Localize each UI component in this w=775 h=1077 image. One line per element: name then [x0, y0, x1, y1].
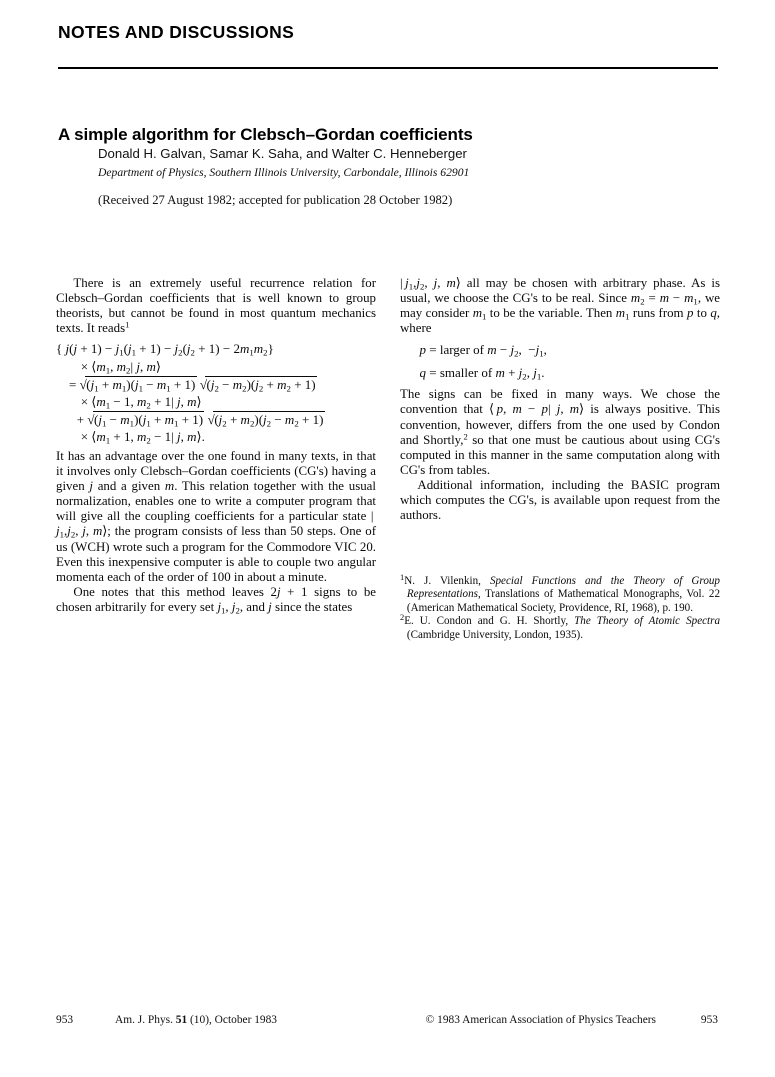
paragraph-advantage-a: It has an advantage over the one found in many texts, in that it involves only Clebsch–Gordan coefficients (CG's) having a given: [56, 448, 376, 494]
paragraph-additional-info: Additional information, including the BASIC program which computes the CG's, is available upon request from the authors.: [400, 477, 720, 523]
state-ket-right: | $j_1,j_2$, j, m⟩: [400, 276, 461, 292]
paragraph-phase: [400, 276, 720, 336]
reference-rest-2: (Cambridge University, London, 1935).: [406, 628, 584, 641]
paragraph-phase-d: runs from: [629, 306, 687, 321]
paragraph-intro-text: There is an extremely useful recurrence relation for Clebsch–Gordan coefficients that is well known to group theorists, but cannot be found in most quantum mechanics texts. It reads: [56, 276, 376, 336]
journal-citation-post: (10), October 1983: [187, 1014, 277, 1026]
paragraph-convention-b: so that one must be cautious about using CG's computed in this manner in the same computation along with CG's from tables.: [400, 432, 720, 477]
paragraph-signs-b: and: [243, 599, 269, 614]
journal-citation-pre: Am. J. Phys.: [115, 1014, 176, 1026]
affiliation-line: Department of Physics, Southern Illinois University, Carbondale, Illinois 62901: [98, 166, 470, 179]
copyright-notice: © 1983 American Association of Physics Teachers: [425, 1014, 656, 1026]
author-list: Donald H. Galvan, Samar K. Saha, and Walter C. Henneberger: [98, 146, 467, 161]
equation-line-6: × $⟨m_1 + 1$, $m_2 - 1|$ j, m⟩.: [80, 429, 205, 446]
equation-line-1: { $j(j + 1) - j_1(j_1 + 1) - j_2(j_2 + 1) - 2m_1m_2$}: [56, 341, 274, 358]
reference-list: [400, 571, 720, 642]
equation-p-definition: p = larger of $m - j_2$, $-j_1$,: [419, 342, 547, 359]
paragraph-signs-a: One notes that this method leaves 2j + 1 signs to be chosen arbitrarily for every set: [56, 584, 377, 614]
symbol-m1-b: $m_1$: [615, 306, 630, 322]
reference-number-1: 1: [400, 571, 405, 582]
paragraph-advantage-c: . This relation together with the usual normalization, enables one to write a computer program that will give all the coupling coefficients for a particular state: [56, 479, 376, 524]
page-title: A simple algorithm for Clebsch–Gordan coefficients: [58, 125, 473, 145]
paragraph-phase-c: to be the variable. Then: [486, 306, 616, 321]
reference-rest-1: , Translations of Mathematical Monographs, Vol. 22 (American Mathematical Society, Providence, RI, 1968), p. 190.: [406, 588, 720, 614]
paragraph-advantage-d: ; the program consists of less than 50 steps. One of us (WCH) wrote such a program for the Commodore VIC 20. Even this inexpensive computer is able to couple two angular momenta each of the order of 100 in about a minute.: [56, 524, 376, 584]
symbol-m2-relation: $m_2 = m - m_1$,: [630, 291, 702, 307]
journal-citation: [115, 1014, 277, 1026]
paragraph-advantage: [56, 449, 376, 585]
reference-author-2: E. U. Condon and G. H. Shortly,: [404, 615, 575, 628]
symbol-p: p: [687, 306, 694, 321]
paragraph-phase-a: all may be chosen with arbitrary phase. As is usual, we choose the CG's to be real. Since: [400, 276, 720, 306]
recurrence-equation: [56, 340, 376, 446]
symbol-m1-a: $m_1$: [472, 306, 487, 322]
symbol-j: j: [89, 479, 93, 494]
equation-line-2: × $⟨m_1$, $m_2|$ j, m⟩: [80, 358, 161, 376]
symbol-m: m: [164, 479, 175, 494]
paragraph-phase-b: we may consider: [400, 291, 720, 321]
page-number-left: 953: [56, 1014, 74, 1026]
state-ket-left: | $j_1,j_2$, j, m⟩: [56, 509, 376, 540]
symbol-q: q: [710, 306, 717, 321]
body-column-left: [56, 276, 376, 615]
received-accepted-line: (Received 27 August 1982; accepted for publication 28 October 1982): [98, 193, 453, 207]
equation-line-4: × $⟨m_1 - 1$, $m_2 + 1|$ j, m⟩: [80, 394, 202, 411]
equation-line-3: = $√(j_1 + m_1)(j_1 - m_1 + 1) √(j_2 - m_2)(j_2 + m_2 + 1)$: [69, 376, 316, 394]
header-divider-rule: [58, 67, 718, 69]
reference-item-2: [400, 612, 720, 642]
journal-volume: 51: [175, 1014, 188, 1026]
paragraph-convention: [400, 387, 720, 478]
paragraph-phase-e: to: [693, 306, 711, 321]
reference-title-2: The Theory of Atomic Spectra: [574, 615, 720, 628]
symbol-j-second: j: [268, 599, 272, 614]
page-number-right: 953: [700, 1014, 718, 1026]
paragraph-intro: [56, 276, 376, 336]
equation-q-definition: q = smaller of $m + j_2$, $j_1$.: [419, 365, 545, 382]
reference-marker-1: 1: [125, 319, 130, 330]
reference-item-1: [400, 571, 720, 615]
paragraph-convention-a: The signs can be fixed in many ways. We chose the convention that ⟨ p, m − p| j, m⟩ is always positive. This convention, however, differs from the one used by Condon and Shortly,: [400, 387, 720, 447]
body-column-right: [400, 276, 720, 523]
reference-author-1: N. J. Vilenkin,: [404, 575, 490, 587]
paragraph-phase-f: , where: [400, 306, 720, 336]
reference-number-2: 2: [400, 612, 405, 623]
equation-line-5: + $√(j_1 - m_1)(j_1 + m_1 + 1) √(j_2 + m_2)(j_2 - m_2 + 1)$: [76, 411, 324, 429]
paragraph-advantage-b: and a given: [92, 479, 165, 494]
symbol-j1-j2: j: [217, 599, 222, 614]
reference-title-1: Special Functions and the Theory of Group Representations: [406, 575, 720, 601]
paragraph-signs-c: since the states: [271, 599, 353, 614]
reference-marker-2: 2: [463, 430, 468, 441]
paragraph-signs: One notes that this method leaves 2j + 1 signs to be chosen arbitrarily for every set $j_1$, $j_2$, and j since the states: [56, 584, 377, 616]
section-running-head: NOTES AND DISCUSSIONS: [58, 22, 295, 42]
